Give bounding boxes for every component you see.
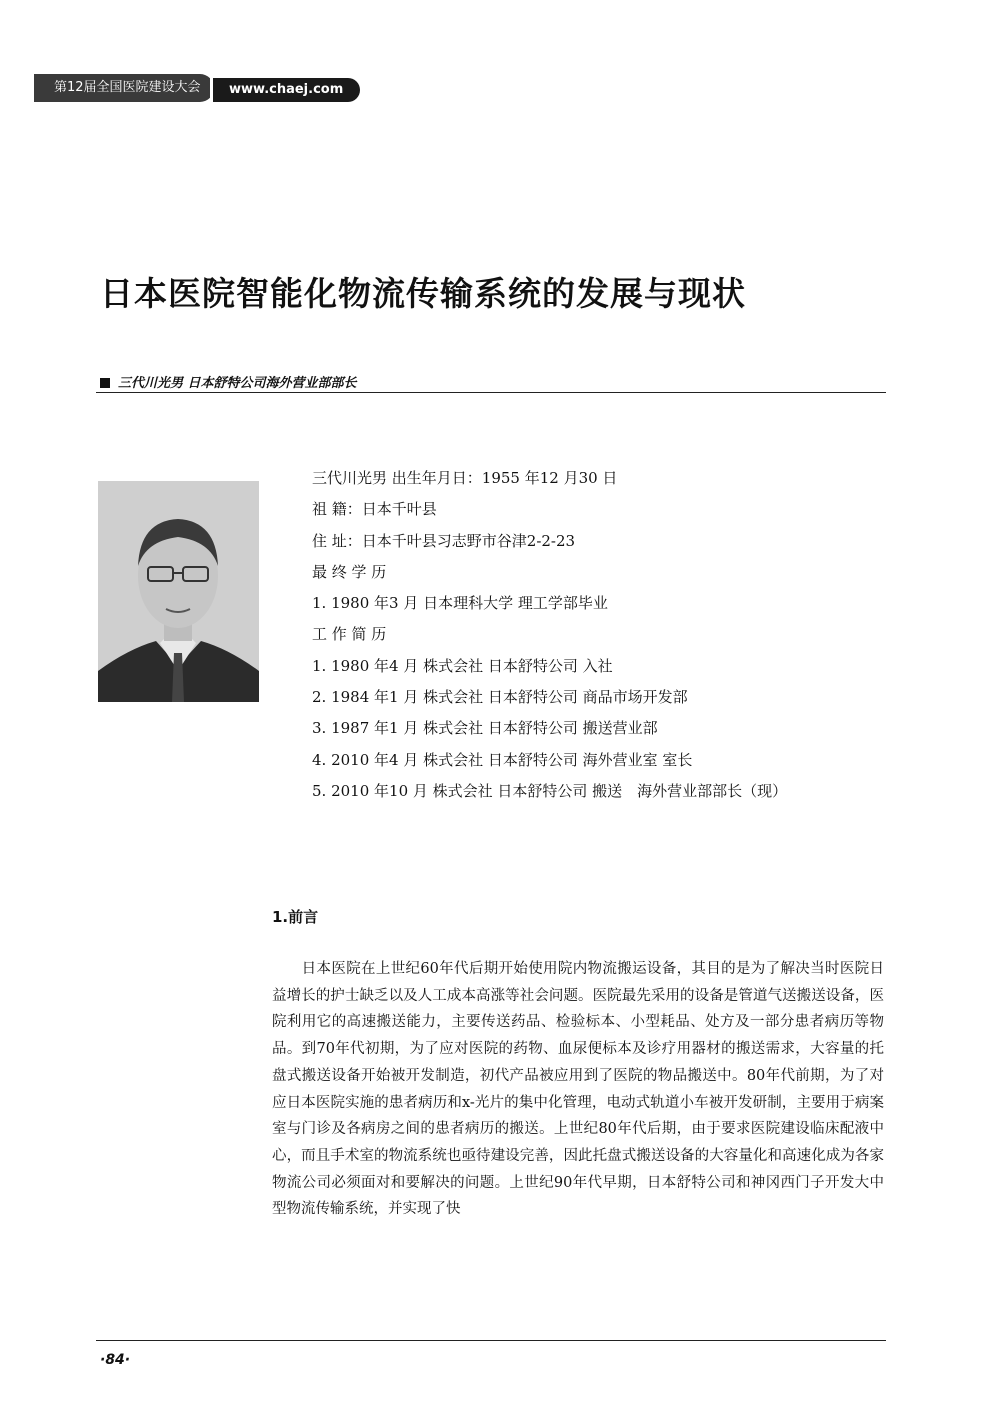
bullet-square-icon <box>100 378 110 388</box>
section-paragraph: 日本医院在上世纪60年代后期开始使用院内物流搬运设备，其目的是为了解决当时医院日益增长的护士缺乏以及人工成本高涨等社会问题。医院最先采用的设备是管道气送搬送设备，医院利用它的高速搬送能力，主要传送药品、检验标本、小型耗品、处方及一部分患者病历等物品。到70年代初期，为了应对医院的药物、血尿便标本及诊疗用器材的搬送需求，大容量的托盘式搬送设备开始被开发制造，初代产品被应用到了医院的物品搬送中。80年代前期，为了对应日本医院实施的患者病历和x-光片的集中化管理，电动式轨道小车被开发研制，主要用于病案室与门诊及各病房之间的患者病历的搬送。上世纪80年代后期，由于要求医院建设临床配液中心，而且手术室的物流系统也亟待建设完善，因此托盘式搬送设备的大容量化和高速化成为各家物流公司必须面对和要解决的问题。上世纪90年代早期，日本舒特公司和神冈西门子开发大中型物流传输系统，并实现了快 <box>272 961 884 1218</box>
bio-line: 3. 1987 年1 月 株式会社 日本舒特公司 搬送营业部 <box>312 719 658 738</box>
website-url[interactable]: www.chaej.com <box>210 78 360 102</box>
bio-line: 1. 1980 年3 月 日本理科大学 理工学部毕业 <box>312 594 608 613</box>
bio-line: 工 作 简 历 <box>312 625 387 644</box>
article-title: 日本医院智能化物流传输系统的发展与现状 <box>100 274 746 313</box>
author-bio <box>312 463 892 807</box>
footer-rule <box>96 1340 886 1341</box>
author-line <box>100 372 357 391</box>
bio-line: 祖 籍：日本千叶县 <box>312 500 437 519</box>
page-number: ·84· <box>100 1352 131 1368</box>
author-byline: 三代川光男 日本舒特公司海外营业部部长 <box>118 376 357 391</box>
bio-line: 最 终 学 历 <box>312 562 387 581</box>
section-heading: 1.前言 <box>272 908 319 926</box>
conference-label: 第12届全国医院建设大会 <box>34 74 214 102</box>
bio-line: 4. 2010 年4 月 株式会社 日本舒特公司 海外营业室 室长 <box>312 750 693 769</box>
title-rule <box>96 392 886 393</box>
bio-line: 2. 1984 年1 月 株式会社 日本舒特公司 商品市场开发部 <box>312 688 688 707</box>
bio-line: 三代川光男 出生年月日：1955 年12 月30 日 <box>312 469 618 487</box>
bio-line: 5. 2010 年10 月 株式会社 日本舒特公司 搬送 海外营业部部长（现） <box>312 781 788 800</box>
header-banner <box>34 74 344 104</box>
bio-line: 1. 1980 年4 月 株式会社 日本舒特公司 入社 <box>312 656 613 675</box>
bio-line: 住 址：日本千叶县习志野市谷津2-2-23 <box>312 531 576 550</box>
portrait-image <box>98 481 259 702</box>
author-photo <box>98 481 259 702</box>
